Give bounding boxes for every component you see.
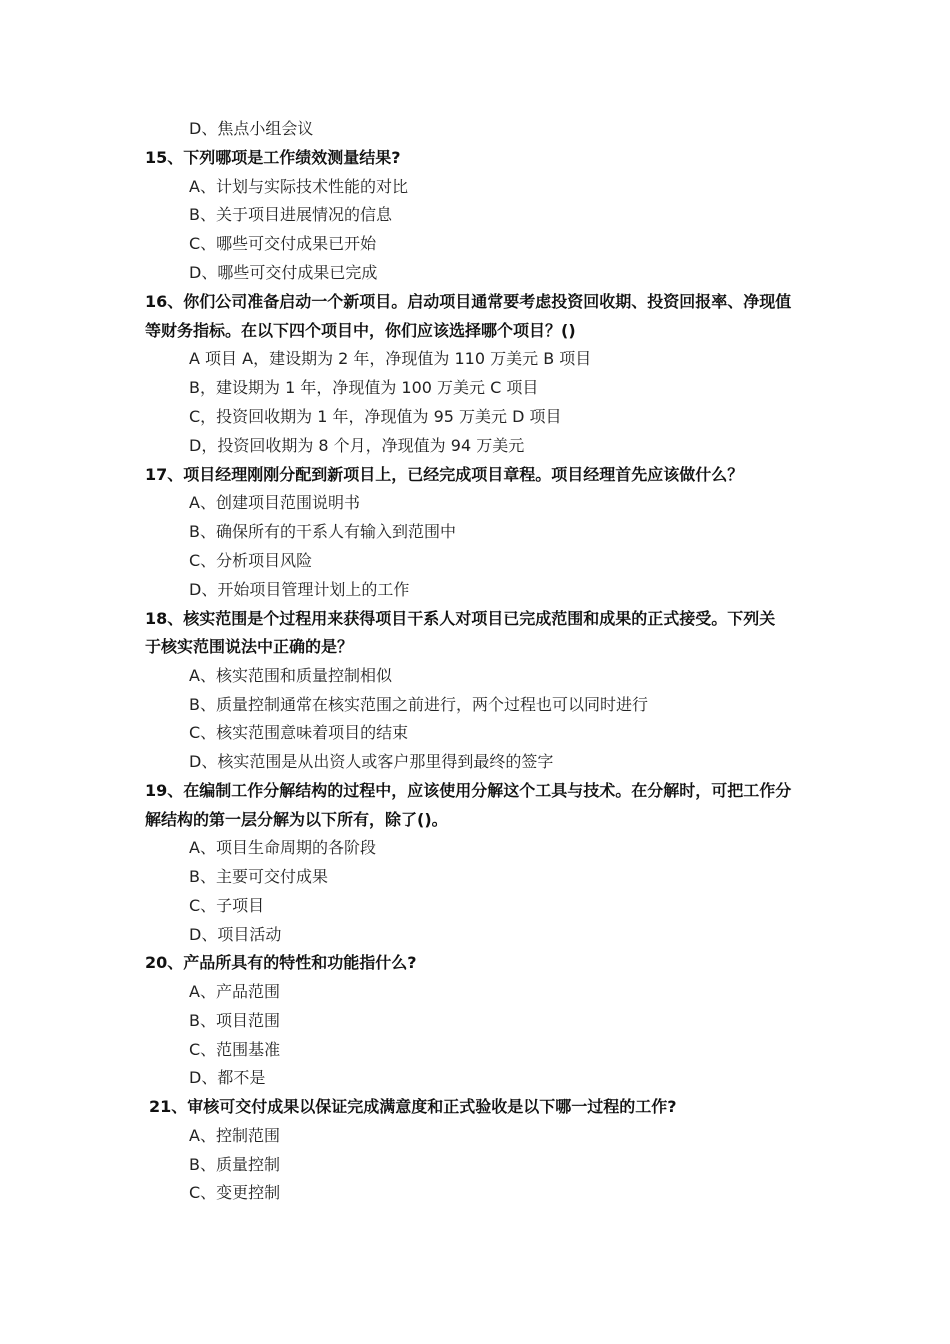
question-18-line-2: 于核实范围说法中正确的是？ <box>145 637 354 656</box>
option-20-a: A、产品范围 <box>189 982 280 1001</box>
question-19-line-2: 解结构的第一层分解为以下所有，除了()。 <box>145 810 448 829</box>
option-15-b: B、关于项目进展情况的信息 <box>189 205 392 224</box>
option-16-d: D，投资回收期为 8 个月，净现值为 94 万美元 <box>189 436 525 455</box>
option-19-d: D、项目活动 <box>189 925 282 944</box>
option-16-c: C，投资回收期为 1 年，净现值为 95 万美元 D 项目 <box>189 407 562 426</box>
question-21: 21、审核可交付成果以保证完成满意度和正式验收是以下哪一过程的工作? <box>149 1097 677 1116</box>
option-19-c: C、子项目 <box>189 896 265 915</box>
option-21-a: A、控制范围 <box>189 1126 280 1145</box>
option-17-d: D、开始项目管理计划上的工作 <box>189 580 410 599</box>
option-18-d: D、核实范围是从出资人或客户那里得到最终的签字 <box>189 752 554 771</box>
option-15-c: C、哪些可交付成果已开始 <box>189 234 377 253</box>
question-20: 20、产品所具有的特性和功能指什么? <box>145 953 417 972</box>
question-15: 15、下列哪项是工作绩效测量结果? <box>145 148 401 167</box>
question-16-line-2: 等财务指标。在以下四个项目中，你们应该选择哪个项目？() <box>145 321 576 340</box>
option-21-c: C、变更控制 <box>189 1183 281 1202</box>
option-17-b: B、确保所有的干系人有输入到范围中 <box>189 522 456 541</box>
option-15-d: D、哪些可交付成果已完成 <box>189 263 378 282</box>
option-16-a: A 项目 A，建设期为 2 年，净现值为 110 万美元 B 项目 <box>189 349 592 368</box>
option-17-c: C、分析项目风险 <box>189 551 313 570</box>
option-17-a: A、创建项目范围说明书 <box>189 493 360 512</box>
option-18-c: C、核实范围意味着项目的结束 <box>189 723 409 742</box>
option-19-a: A、项目生命周期的各阶段 <box>189 838 376 857</box>
option-21-b: B、质量控制 <box>189 1155 280 1174</box>
question-18-line-1: 18、核实范围是个过程用来获得项目干系人对项目已完成范围和成果的正式接受。下列关 <box>145 609 776 628</box>
question-17: 17、项目经理刚刚分配到新项目上，已经完成项目章程。项目经理首先应该做什么？ <box>145 465 744 484</box>
option-20-d: D、都不是 <box>189 1068 266 1087</box>
question-16-line-1: 16、你们公司准备启动一个新项目。启动项目通常要考虑投资回收期、投资回报率、净现值 <box>145 292 792 311</box>
option-16-b: B，建设期为 1 年，净现值为 100 万美元 C 项目 <box>189 378 539 397</box>
option-15-a: A、计划与实际技术性能的对比 <box>189 177 408 196</box>
option-18-b: B、质量控制通常在核实范围之前进行，两个过程也可以同时进行 <box>189 695 648 714</box>
question-19-line-1: 19、在编制工作分解结构的过程中，应该使用分解这个工具与技术。在分解时，可把工作分 <box>145 781 792 800</box>
option-18-a: A、核实范围和质量控制相似 <box>189 666 392 685</box>
option-20-b: B、项目范围 <box>189 1011 280 1030</box>
option-20-c: C、范围基准 <box>189 1040 281 1059</box>
option-19-b: B、主要可交付成果 <box>189 867 328 886</box>
option-14-d: D、焦点小组会议 <box>189 119 314 138</box>
